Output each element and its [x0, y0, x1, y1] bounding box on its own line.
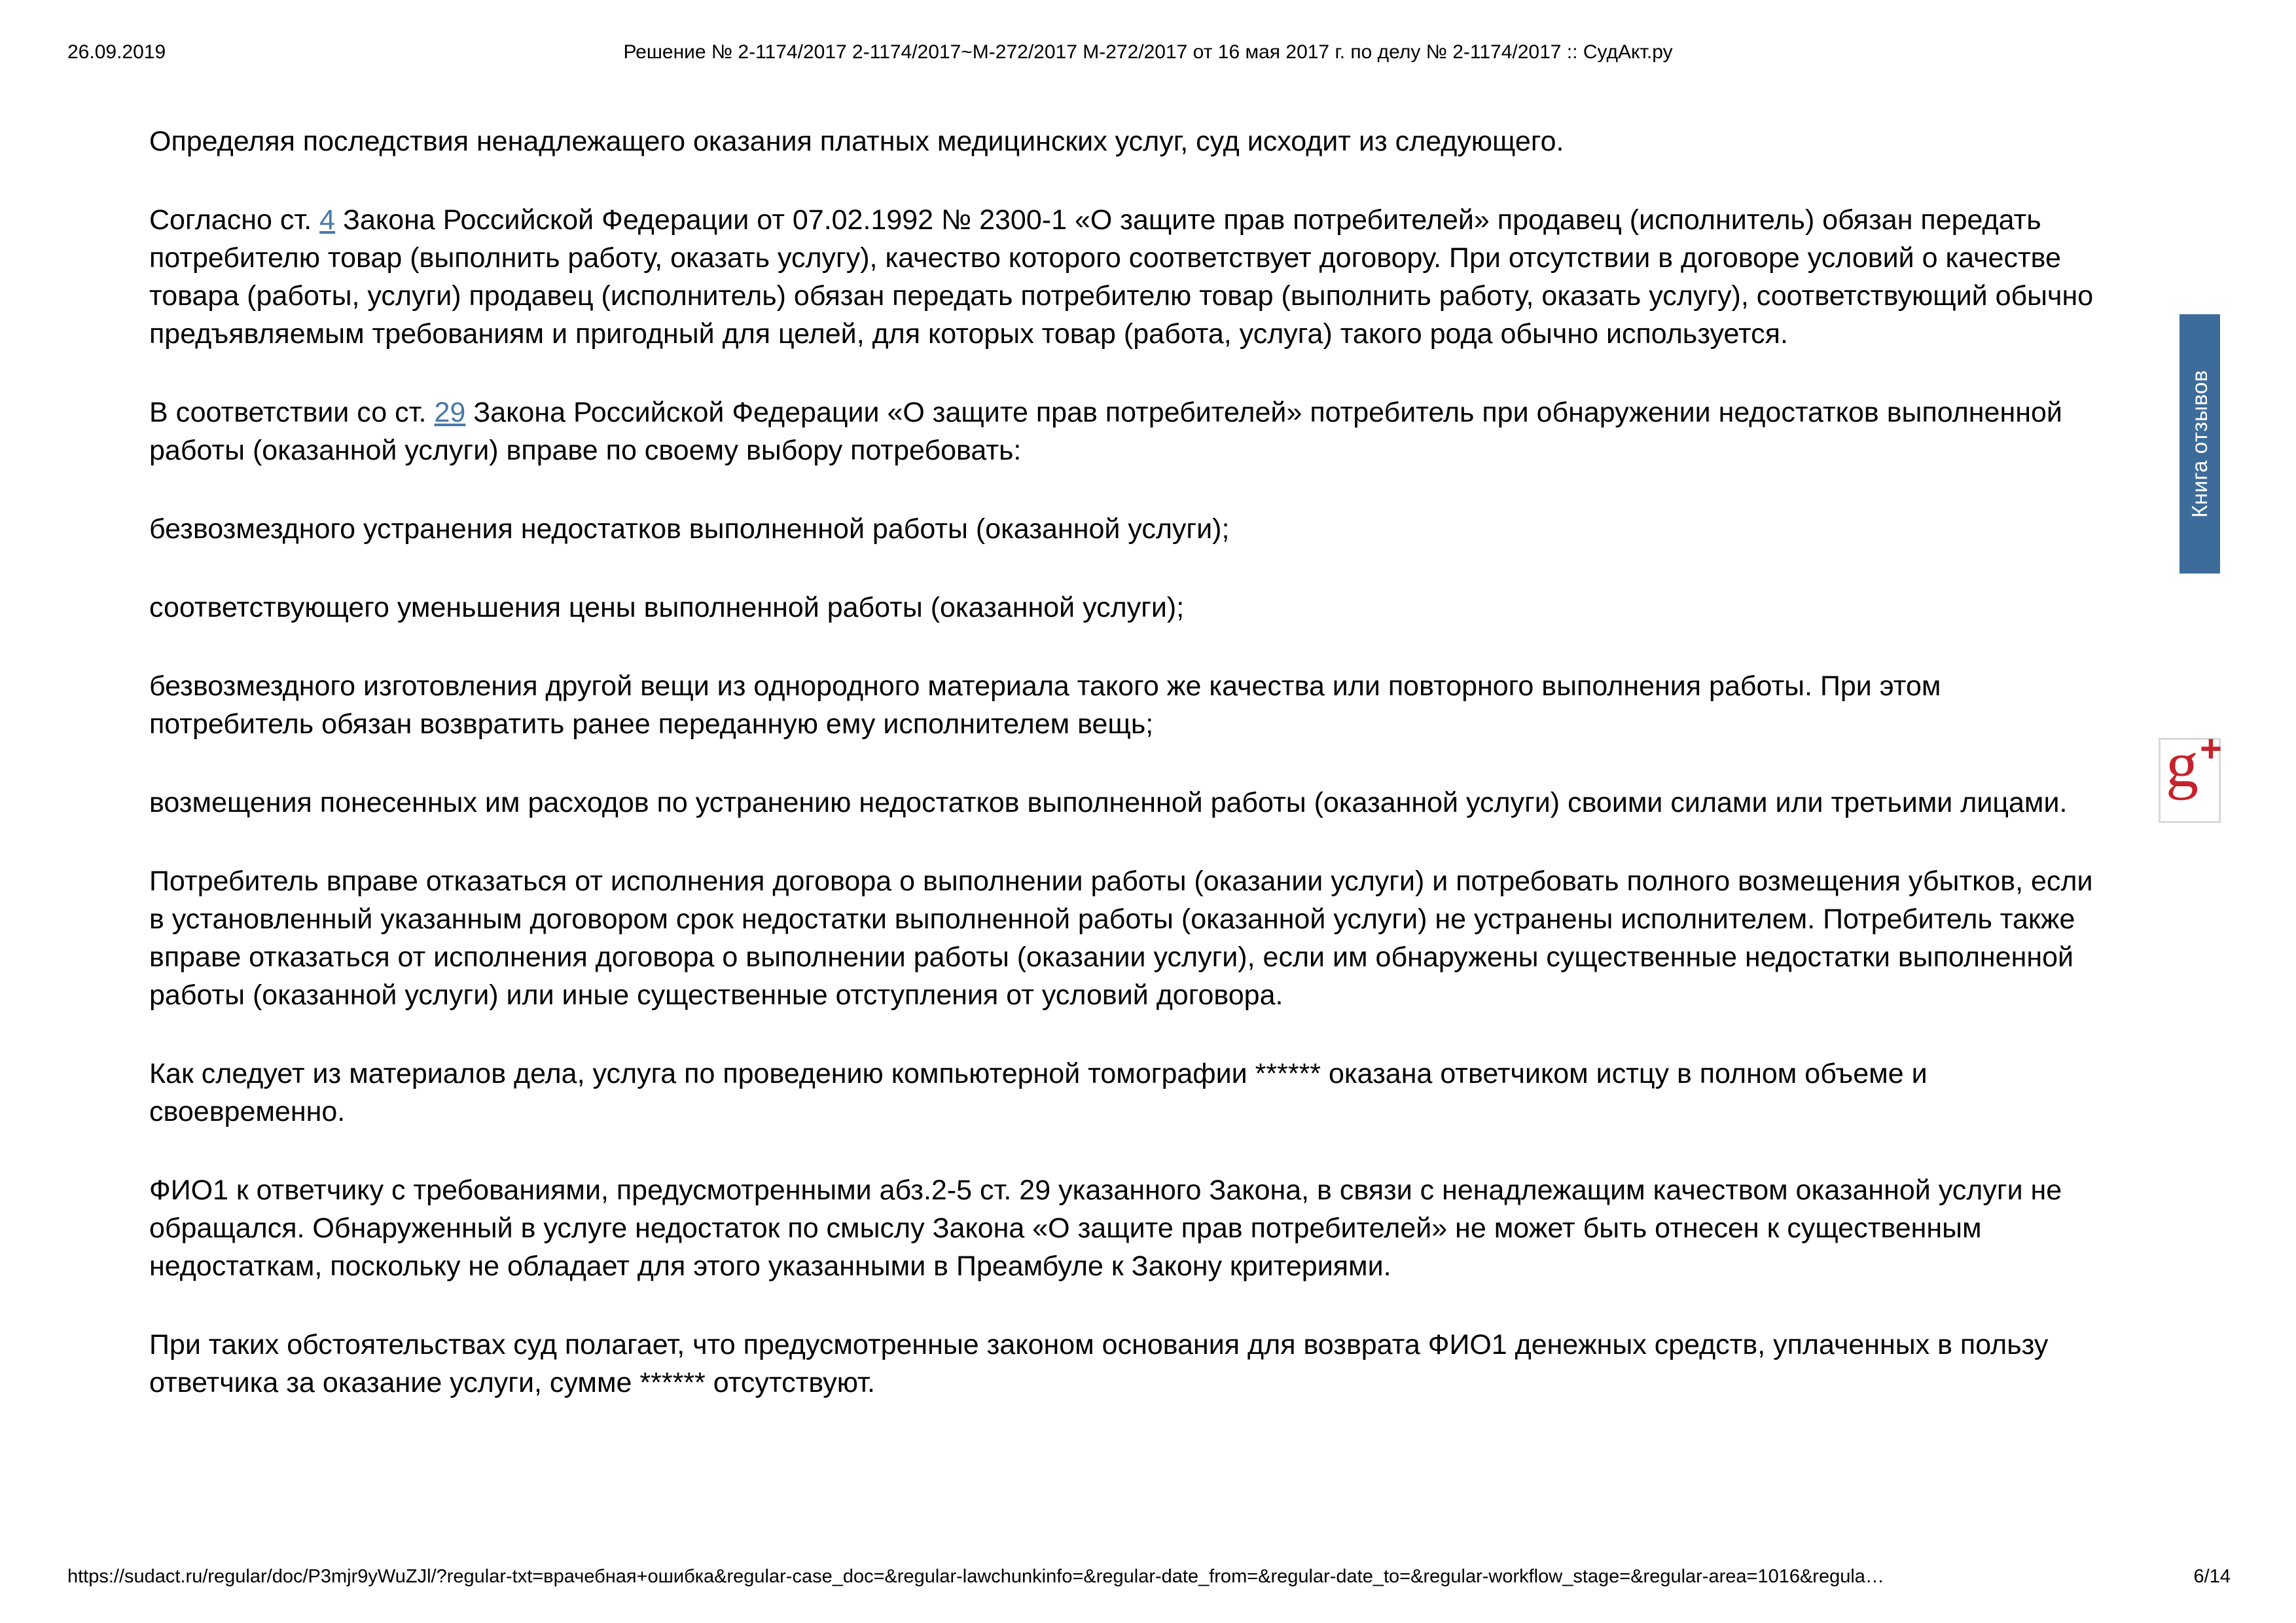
feedback-banner[interactable] [2179, 314, 2220, 574]
google-plus-plus: + [2200, 727, 2222, 770]
paragraph [149, 393, 2100, 469]
paragraph-text: ФИО1 к ответчику с требованиями, предусмотренными абз.2-5 ст. 29 указанного Закона, в связи с ненадлежащим качеством оказанной услуги не обращался. Обнаруженный в услуге недостаток по смыслу Закона «О защите прав потребителей» не может быть отнесен к существенным недостаткам, поскольку не обладает для этого указанными в Преамбуле к Закону критериями. [149, 1175, 2062, 1282]
paragraph [149, 122, 2100, 160]
paragraph-text: Потребитель вправе отказаться от исполнения договора о выполнении работы (оказании услуги) и потребовать полного возмещения убытков, если в установленный указанным договором срок недостатки выполненной работы (оказанной услуги) не устранены исполнителем. Потребитель также вправе отказаться от исполнения договора о выполнении работы (оказании услуги), если им обнаружены существенные недостатки выполненной работы (оказанной услуги) или иные существенные отступления от условий договора. [149, 866, 2093, 1011]
paragraph-text: возмещения понесенных им расходов по устранению недостатков выполненной работы (оказанной услуги) своими силами или третьими лицами. [149, 787, 2068, 818]
google-plus-icon [2166, 727, 2222, 807]
paragraph [149, 784, 2100, 822]
google-plus-button[interactable] [2159, 727, 2222, 823]
page-title: Решение № 2-1174/2017 2-1174/2017~М-272/2017 М-272/2017 от 16 мая 2017 г. по делу № 2-1174/2017 :: СудАкт.ру [623, 41, 1673, 63]
paragraph-text: соответствующего уменьшения цены выполненной работы (оказанной услуги); [149, 592, 1185, 623]
paragraph-text: Закона Российской Федерации «О защите прав потребителей» потребитель при обнаружении недостатков выполненной работы (оказанной услуги) вправе по своему выбору потребовать: [149, 397, 2062, 466]
paragraph-text: безвозмездного устранения недостатков выполненной работы (оказанной услуги); [149, 513, 1230, 545]
paragraph [149, 510, 2100, 548]
paragraph-text: Определяя последствия ненадлежащего оказания платных медицинских услуг, суд исходит из следующего. [149, 126, 1564, 157]
paragraph-text: безвозмездного изготовления другой вещи из однородного материала такого же качества или повторного выполнения работы. При этом потребитель обязан возвратить ранее переданную ему исполнителем вещь; [149, 670, 1941, 740]
law-article-link[interactable]: 4 [319, 204, 336, 236]
paragraph-text: Как следует из материалов дела, услуга по проведению компьютерной томографии ****** оказана ответчиком истцу в полном объеме и своевременно. [149, 1058, 1928, 1127]
print-footer [67, 1565, 2231, 1588]
paragraph [149, 201, 2100, 353]
feedback-banner-label: Книга отзывов [2187, 370, 2212, 518]
paragraph-text: При таких обстоятельствах суд полагает, что предусмотренные законом основания для возврата ФИО1 денежных средств, уплаченных в пользу ответчика за оказание услуги, сумме ****** отсутствуют. [149, 1329, 2049, 1398]
paragraph-text: Согласно ст. [149, 204, 320, 236]
google-plus-g: g [2166, 728, 2198, 801]
paragraph-text: Закона Российской Федерации от 07.02.1992 № 2300-1 «О защите прав потребителей» продавец (исполнитель) обязан передать потребителю товар (выполнить работу, оказать услугу), качество которого соответствует договору. При отсутствии в договоре условий о качестве товара (работы, услуги) продавец (исполнитель) обязан передать потребителю товар (выполнить работу, оказать услугу), соответствующий обычно предъявляемым требованиям и пригодный для целей, для которых товар (работа, услуга) такого рода обычно используется. [149, 204, 2094, 350]
page-indicator: 6/14 [2193, 1566, 2231, 1587]
paragraph [149, 1055, 2100, 1131]
paragraph [149, 1171, 2100, 1285]
paragraph [149, 589, 2100, 627]
paragraph-text: В соответствии со ст. [149, 397, 435, 428]
paragraph [149, 862, 2100, 1014]
paragraph [149, 667, 2100, 743]
paragraph [149, 1326, 2100, 1402]
footer-url: https://sudact.ru/regular/doc/P3mjr9yWuZJl/?regular-txt=врачебная+ошибка&regular-case_doc=&regular-lawchunkinfo=&regular-date_from=&regular-date_to=&regular-workflow_stage=&regular-area=1016&regula… [67, 1566, 1884, 1587]
document-body [149, 122, 2100, 1442]
law-article-link[interactable]: 29 [434, 397, 466, 428]
print-date: 26.09.2019 [67, 41, 166, 63]
